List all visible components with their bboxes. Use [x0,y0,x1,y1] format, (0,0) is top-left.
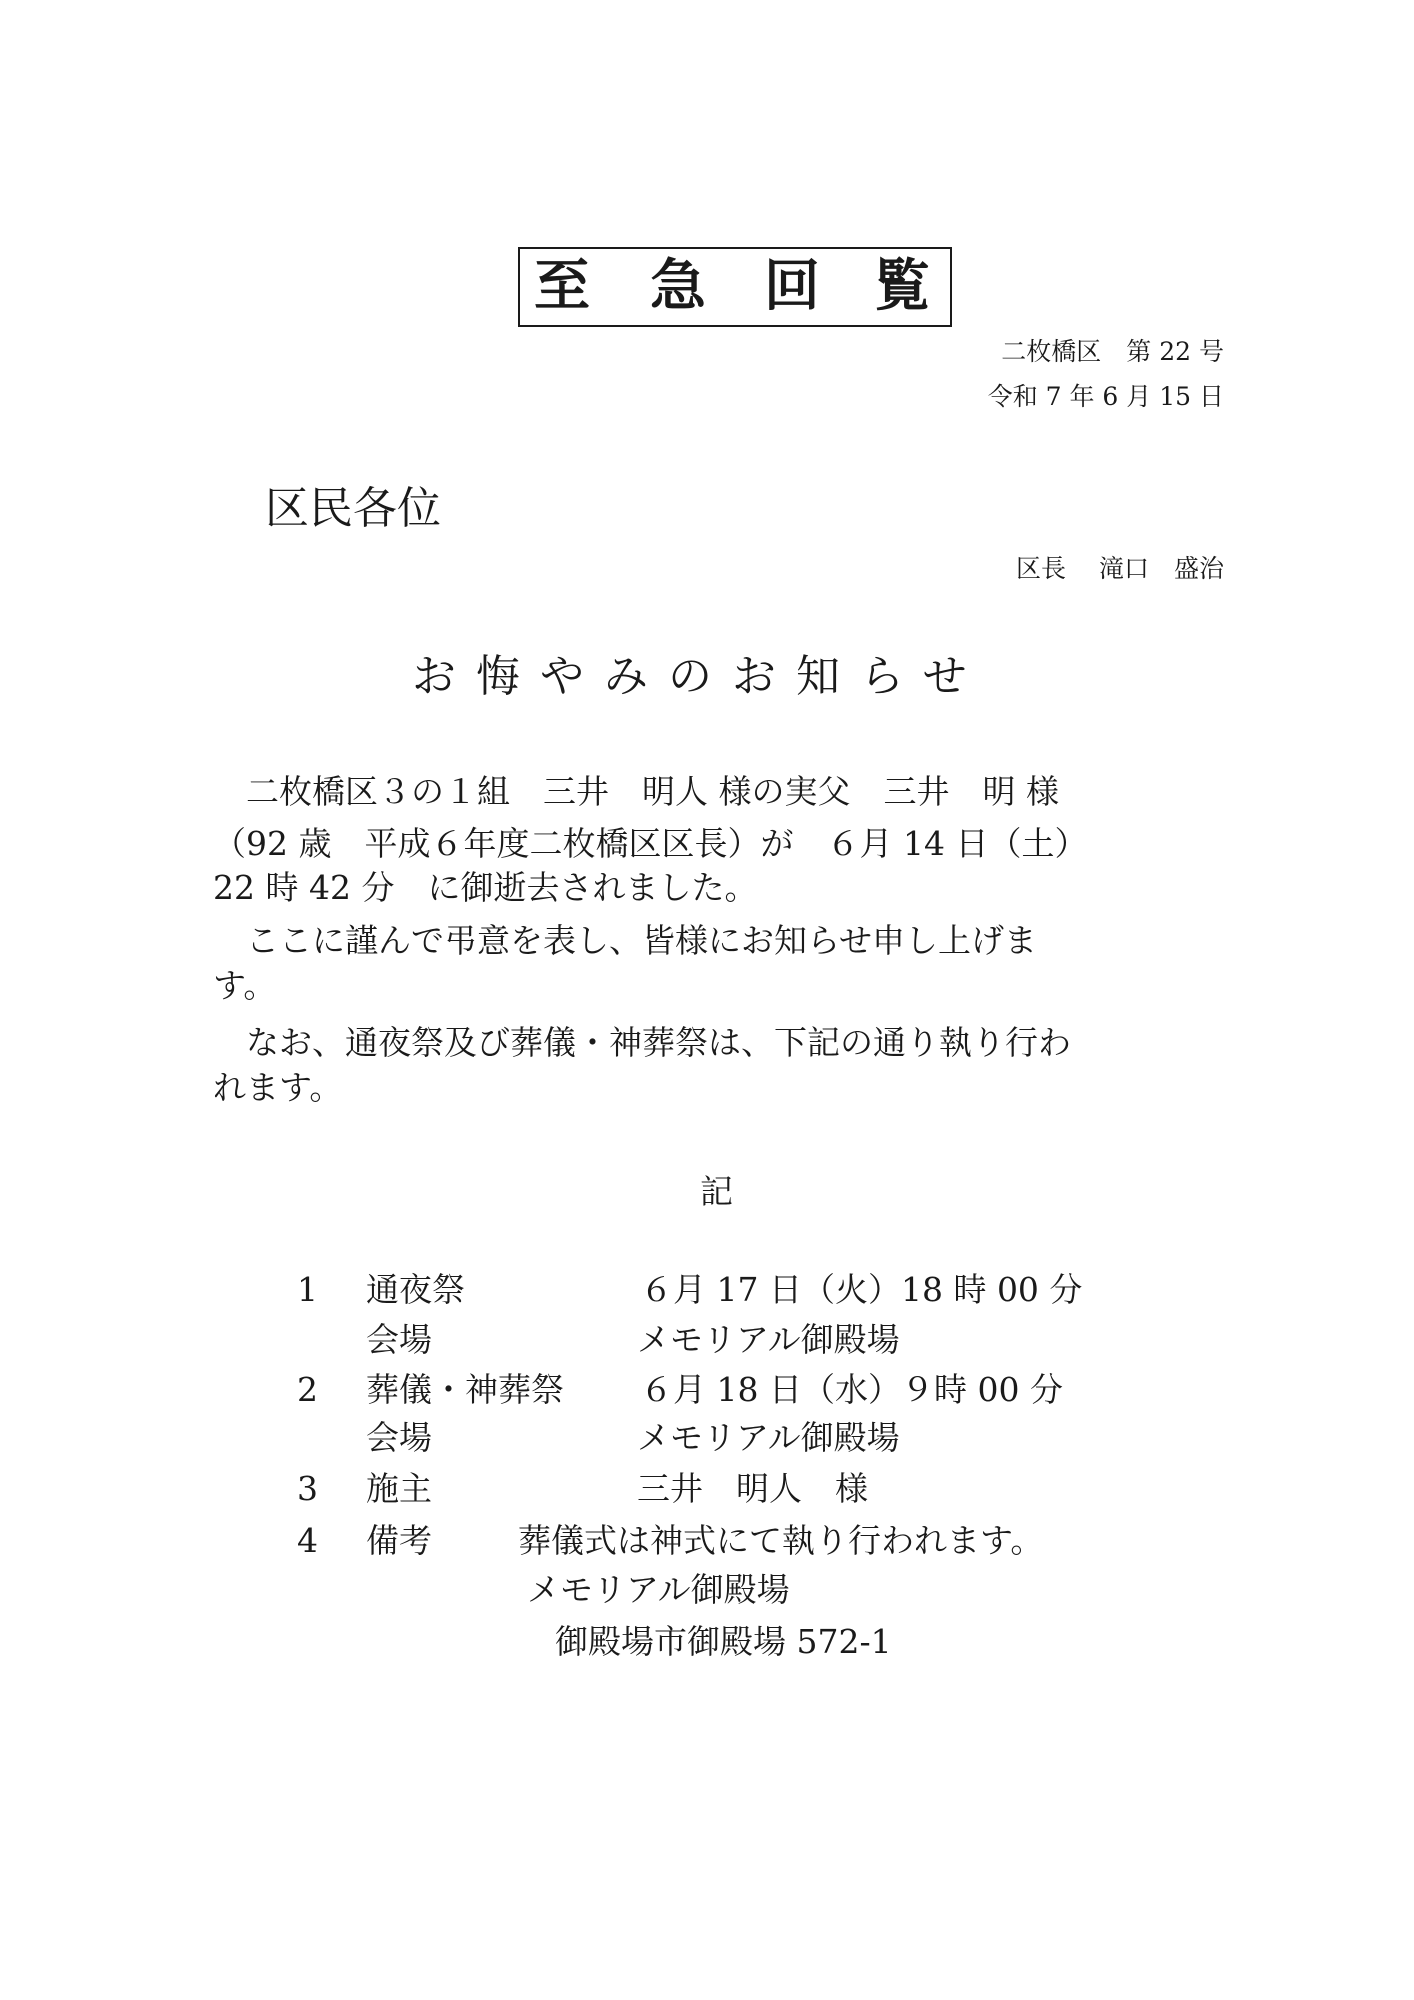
remarks-label: 備考 [366,1521,432,1560]
remarks-address: 御殿場市御殿場 572-1 [555,1622,892,1661]
detail-label: 葬儀・神葬祭 [366,1370,564,1409]
body-line: 二枚橋区３の１組 三井 明人 様の実父 三井 明 様 [213,772,1059,811]
detail-number: 1 [297,1270,318,1309]
sender: 区長 滝口 盛治 [1016,554,1224,583]
detail-value: ６月 18 日（水）９時 00 分 [640,1370,1063,1409]
title-box [518,247,952,327]
body-line: なお、通夜祭及び葬儀・神葬祭は、下記の通り執り行わ [213,1023,1071,1062]
detail-number: 3 [297,1469,318,1508]
body-line: す。 [213,966,277,1005]
detail-value: メモリアル御殿場 [637,1320,900,1359]
remarks-venue: メモリアル御殿場 [527,1570,790,1609]
title-char-3: 回 [764,254,820,319]
detail-value: 三井 明人 様 [637,1469,868,1508]
title-char-4: 覧 [874,254,930,319]
body-line: ここに謹んで弔意を表し、皆様にお知らせ申し上げま [213,921,1038,960]
detail-number: 2 [297,1370,318,1409]
issue-number: 二枚橋区 第 22 号 [1001,337,1224,366]
title-char-1: 至 [534,254,590,319]
notice-heading: お悔やみのお知らせ [412,651,987,702]
title-char-2: 急 [650,254,706,319]
detail-value: ６月 17 日（火）18 時 00 分 [640,1270,1083,1309]
detail-label: 施主 [366,1469,432,1508]
body-line: 22 時 42 分 に御逝去されました。 [213,868,758,907]
remarks-text: 葬儀式は神式にて執り行われます。 [518,1521,1044,1560]
ki-marker: 記 [700,1172,733,1211]
body-line: （92 歳 平成６年度二枚橋区区長）が ６月 14 日（土） [213,824,1088,863]
detail-label: 会場 [366,1320,432,1359]
detail-label: 会場 [366,1418,432,1457]
issue-date: 令和 7 年 6 月 15 日 [987,382,1224,411]
body-line: れます。 [213,1068,343,1107]
remarks-number: 4 [297,1521,318,1560]
detail-value: メモリアル御殿場 [637,1418,900,1457]
detail-label: 通夜祭 [366,1270,465,1309]
addressee: 区民各位 [265,483,441,534]
